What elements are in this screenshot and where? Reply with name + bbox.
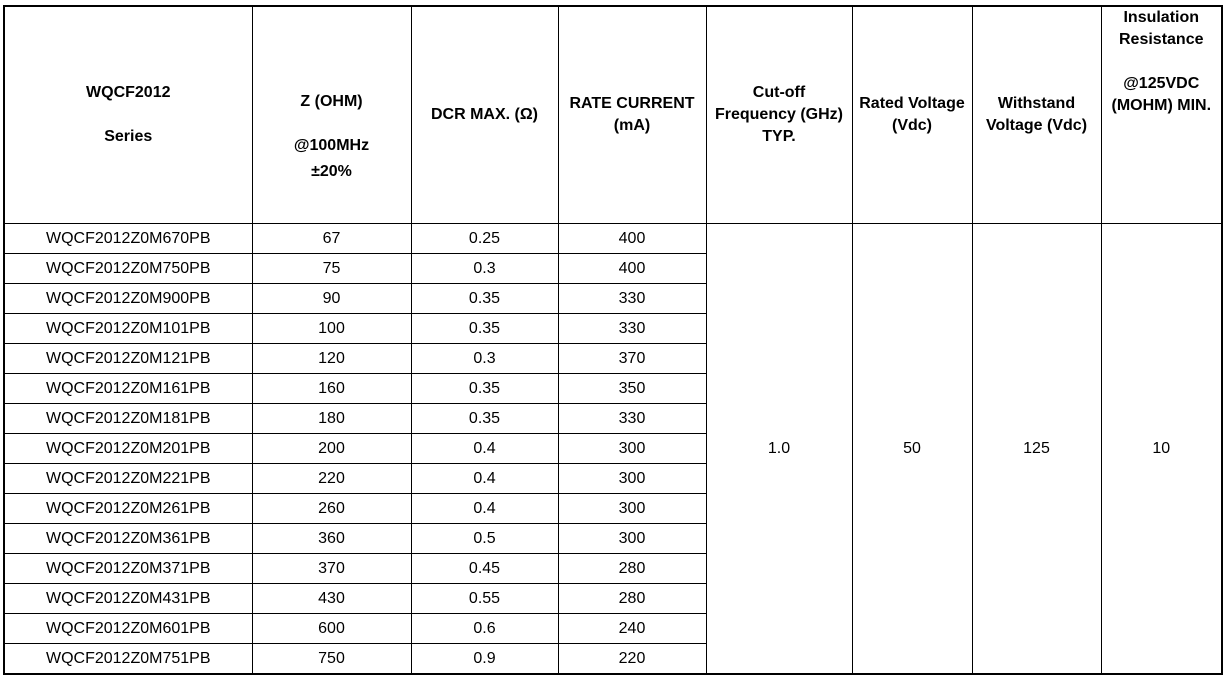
- cell-withstand-voltage: 125: [972, 224, 1101, 675]
- cell-impedance: 200: [252, 434, 411, 464]
- cell-impedance: 750: [252, 644, 411, 675]
- header-withstand-line2: Voltage (Vdc): [985, 117, 1088, 134]
- cell-rate-current: 350: [558, 374, 706, 404]
- cell-part-number: WQCF2012Z0M431PB: [4, 584, 252, 614]
- header-insulation-line4: (MOHM) MIN.: [1111, 97, 1212, 114]
- cell-part-number: WQCF2012Z0M101PB: [4, 314, 252, 344]
- cell-part-number: WQCF2012Z0M371PB: [4, 554, 252, 584]
- cell-part-number: WQCF2012Z0M261PB: [4, 494, 252, 524]
- header-impedance: [252, 6, 411, 224]
- cell-dcr: 0.35: [411, 284, 558, 314]
- header-series-line1: WQCF2012: [86, 84, 171, 101]
- cell-rate-current: 300: [558, 464, 706, 494]
- cell-rate-current: 280: [558, 554, 706, 584]
- cell-rate-current: 330: [558, 404, 706, 434]
- cell-rate-current: 300: [558, 524, 706, 554]
- cell-part-number: WQCF2012Z0M601PB: [4, 614, 252, 644]
- header-withstand-line1: Withstand: [997, 95, 1076, 112]
- cell-dcr: 0.35: [411, 404, 558, 434]
- cell-dcr: 0.25: [411, 224, 558, 254]
- cell-part-number: WQCF2012Z0M361PB: [4, 524, 252, 554]
- cell-rate-current: 400: [558, 224, 706, 254]
- cell-impedance: 90: [252, 284, 411, 314]
- cell-part-number: WQCF2012Z0M751PB: [4, 644, 252, 675]
- cell-part-number: WQCF2012Z0M670PB: [4, 224, 252, 254]
- cell-dcr: 0.3: [411, 254, 558, 284]
- header-dcr: [411, 6, 558, 224]
- header-rate-current-line1: RATE CURRENT: [569, 95, 695, 112]
- cell-rate-current: 300: [558, 434, 706, 464]
- cell-dcr: 0.4: [411, 494, 558, 524]
- cell-dcr: 0.35: [411, 374, 558, 404]
- cell-rate-current: 400: [558, 254, 706, 284]
- cell-dcr: 0.35: [411, 314, 558, 344]
- cell-rate-current: 280: [558, 584, 706, 614]
- header-rate-current: [558, 6, 706, 224]
- header-series: [4, 6, 252, 224]
- header-impedance-line1: Z (OHM): [300, 93, 363, 110]
- cell-dcr: 0.9: [411, 644, 558, 675]
- cell-cutoff-frequency: 1.0: [706, 224, 852, 675]
- cell-impedance: 120: [252, 344, 411, 374]
- cell-rate-current: 330: [558, 314, 706, 344]
- cell-impedance: 370: [252, 554, 411, 584]
- header-impedance-line3: ±20%: [311, 163, 352, 180]
- cell-impedance: 180: [252, 404, 411, 434]
- spec-table: [3, 5, 1223, 675]
- header-cutoff: [706, 6, 852, 224]
- header-insulation: [1101, 6, 1222, 224]
- cell-impedance: 160: [252, 374, 411, 404]
- header-insulation-line3: @125VDC: [1123, 75, 1200, 92]
- header-rated-voltage-line2: (Vdc): [892, 117, 932, 134]
- cell-rate-current: 240: [558, 614, 706, 644]
- cell-part-number: WQCF2012Z0M161PB: [4, 374, 252, 404]
- cell-rate-current: 370: [558, 344, 706, 374]
- header-insulation-line2: Resistance: [1119, 31, 1204, 48]
- header-row: [4, 6, 1222, 224]
- header-withstand: [972, 6, 1101, 224]
- cell-impedance: 600: [252, 614, 411, 644]
- header-rated-voltage-line1: Rated Voltage: [859, 95, 965, 112]
- cell-part-number: WQCF2012Z0M201PB: [4, 434, 252, 464]
- header-series-line2: Series: [104, 128, 153, 145]
- cell-rate-current: 300: [558, 494, 706, 524]
- cell-rated-voltage: 50: [852, 224, 972, 675]
- cell-impedance: 67: [252, 224, 411, 254]
- cell-impedance: 360: [252, 524, 411, 554]
- cell-part-number: WQCF2012Z0M181PB: [4, 404, 252, 434]
- cell-dcr: 0.3: [411, 344, 558, 374]
- header-impedance-line2: @100MHz: [293, 137, 370, 154]
- cell-dcr: 0.5: [411, 524, 558, 554]
- cell-dcr: 0.45: [411, 554, 558, 584]
- cell-impedance: 430: [252, 584, 411, 614]
- cell-impedance: 260: [252, 494, 411, 524]
- cell-dcr: 0.4: [411, 464, 558, 494]
- header-dcr-label: DCR MAX. (Ω): [430, 106, 539, 123]
- cell-part-number: WQCF2012Z0M900PB: [4, 284, 252, 314]
- cell-impedance: 220: [252, 464, 411, 494]
- header-cutoff-line3: TYP.: [762, 128, 796, 145]
- cell-part-number: WQCF2012Z0M750PB: [4, 254, 252, 284]
- header-cutoff-line2: Frequency (GHz): [714, 106, 843, 123]
- cell-rate-current: 220: [558, 644, 706, 675]
- cell-part-number: WQCF2012Z0M221PB: [4, 464, 252, 494]
- cell-impedance: 100: [252, 314, 411, 344]
- cell-part-number: WQCF2012Z0M121PB: [4, 344, 252, 374]
- header-rate-current-line2: (mA): [613, 117, 651, 134]
- header-cutoff-line1: Cut-off: [752, 84, 806, 101]
- cell-dcr: 0.55: [411, 584, 558, 614]
- table-row: [4, 224, 1222, 254]
- cell-impedance: 75: [252, 254, 411, 284]
- cell-rate-current: 330: [558, 284, 706, 314]
- cell-dcr: 0.4: [411, 434, 558, 464]
- cell-dcr: 0.6: [411, 614, 558, 644]
- header-rated-voltage: [852, 6, 972, 224]
- header-insulation-line1: Insulation: [1123, 9, 1200, 26]
- cell-insulation-resistance: 10: [1101, 224, 1222, 675]
